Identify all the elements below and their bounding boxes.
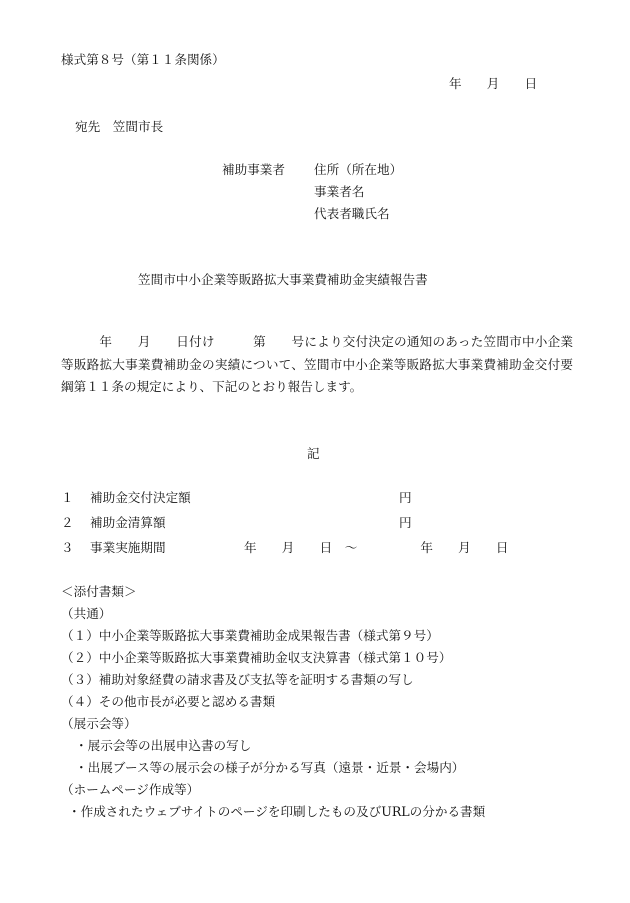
exhibition-heading: （展示会等） [61, 716, 137, 731]
item-3-label: 事業実施期間 [90, 540, 166, 555]
ki-heading: 記 [307, 446, 320, 461]
address-label: 住所（所在地） [314, 162, 403, 177]
item-3-value: 年 月 日 ～ 年 月 日 [244, 540, 509, 555]
body-paragraph: 年 月 日付け 第 号により交付決定の通知のあった笠間市中小企業等販路拡大事業費補助金の実績について、笠間市中小企業等販路拡大事業費補助金交付要綱第１１条の規定により、下記のとおり報告します。 [61, 334, 573, 394]
document-title: 笠間市中小企業等販路拡大事業費補助金実績報告書 [138, 272, 428, 287]
date-line: 年 月 日 [449, 76, 538, 91]
item-1-value: 円 [399, 490, 412, 505]
item-1-label: 補助金交付決定額 [90, 490, 191, 505]
item-2-value: 円 [399, 515, 412, 530]
item-2-number: ２ [61, 515, 74, 530]
business-name-label: 事業者名 [314, 184, 365, 199]
item-3-number: ３ [61, 540, 74, 555]
common-heading: （共通） [61, 606, 112, 621]
exhibition-item: ・出展ブース等の展示会の様子が分かる写真（遠景・近景・会場内） [75, 760, 465, 775]
exhibition-item: ・展示会等の出展申込書の写し [75, 738, 252, 753]
attachments-heading: ＜添付書類＞ [61, 584, 137, 599]
common-item: （１）中小企業等販路拡大事業費補助金成果報告書（様式第９号） [61, 628, 439, 643]
form-number: 様式第８号（第１１条関係） [61, 52, 225, 67]
item-2-label: 補助金清算額 [90, 515, 166, 530]
common-item: （４）その他市長が必要と認める書類 [61, 694, 276, 709]
applicant-role: 補助事業者 [222, 162, 285, 177]
common-item: （２）中小企業等販路拡大事業費補助金収支決算書（様式第１０号） [61, 650, 452, 665]
representative-label: 代表者職氏名 [314, 206, 390, 221]
common-item: （３）補助対象経費の請求書及び支払等を証明する書類の写し [61, 672, 414, 687]
homepage-item: ・作成されたウェブサイトのページを印刷したもの及びURLの分かる書類 [68, 804, 486, 819]
item-1-number: １ [61, 490, 74, 505]
addressee: 宛先 笠間市長 [75, 119, 164, 134]
homepage-heading: （ホームページ作成等） [61, 782, 200, 797]
